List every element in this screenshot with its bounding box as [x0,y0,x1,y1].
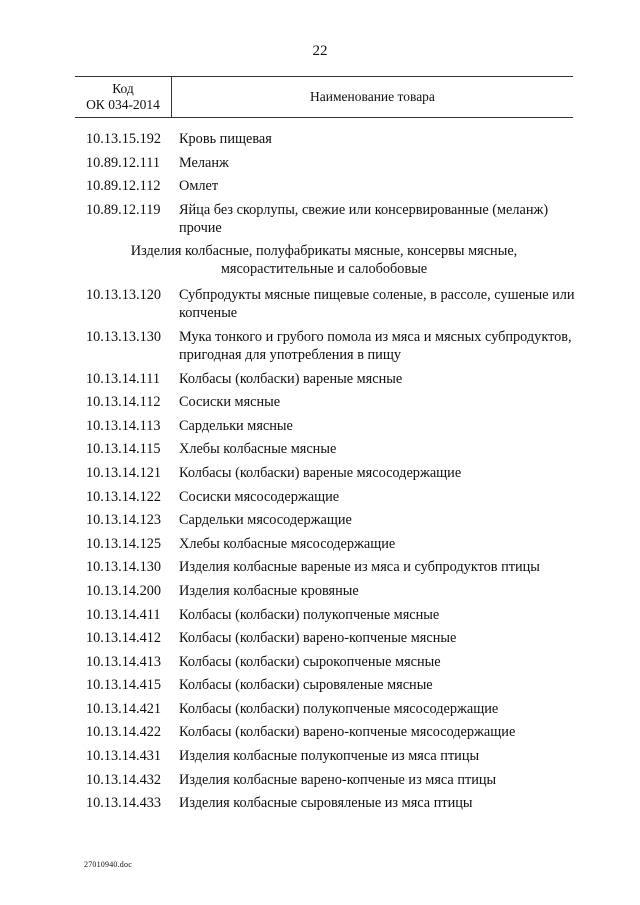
row-name: Хлебы колбасные мясосодержащие [179,535,396,552]
row-name: Сардельки мясные [179,417,293,434]
header-name-column: Наименование товара [310,89,435,104]
row-name: Яйца без скорлупы, свежие или консервированные (меланж) прочие [179,201,549,236]
row-name: Меланж [179,154,229,171]
table-body [0,130,640,818]
table-row [0,629,640,647]
table-row [0,582,640,600]
table-row [0,464,640,482]
rows-group-top [0,130,640,237]
rows-group-bottom [0,286,640,812]
row-name: Колбасы (колбаски) сырокопченые мясные [179,653,441,670]
table-row [0,393,640,411]
table-row [0,201,640,237]
row-code: 10.13.14.421 [86,700,162,717]
row-name: Кровь пищевая [179,131,272,147]
row-name: Сардельки мясосодержащие [179,512,352,529]
header-code-column [75,77,172,117]
row-name: Колбасы (колбаски) полукопченые мясные [179,606,440,623]
table-row [0,286,640,322]
row-name: Изделия колбасные кровяные [179,582,359,599]
table-row [0,535,640,553]
row-name: Колбасы (колбаски) вареные мясные [179,370,403,387]
page-number: 22 [312,43,328,59]
row-code: 10.13.14.122 [86,488,162,505]
row-name: Изделия колбасные вареные из мяса и субпродуктов птицы [179,559,540,576]
table-row [0,653,640,671]
row-name: Изделия колбасные полукопченые из мяса птицы [179,748,480,765]
table-row [0,370,640,388]
table-row [0,771,640,789]
row-name: Колбасы (колбаски) полукопченые мясосодержащие [179,700,499,717]
row-code: 10.13.14.121 [86,464,162,481]
table-row [0,747,640,765]
row-code: 10.13.14.412 [86,630,162,647]
row-name: Колбасы (колбаски) сыровяленые мясные [179,677,433,694]
row-name: Изделия колбасные сыровяленые из мяса птицы [179,795,473,812]
table-row [0,700,640,718]
row-code: 10.13.14.115 [86,441,161,458]
row-code: 10.89.12.111 [86,154,160,171]
row-code: 10.13.14.415 [86,677,162,694]
row-code: 10.13.15.192 [86,131,162,147]
footer-filename: 27010940.doc [84,860,132,869]
row-code: 10.13.14.432 [86,771,162,788]
table-row [0,676,640,694]
table-row [0,417,640,435]
table-row [0,558,640,576]
row-code: 10.13.14.433 [86,795,162,812]
table-row [0,723,640,741]
row-name: Сосиски мясные [179,394,281,411]
row-name: Колбасы (колбаски) вареные мясосодержащие [179,464,462,481]
table-row [0,154,640,172]
table-row [0,177,640,195]
row-name: Субпродукты мясные пищевые соленые, в рассоле, сушеные или копченые [179,287,575,322]
table-header [75,76,573,118]
header-code-standard: ОК 034-2014 [86,97,160,112]
row-name: Колбасы (колбаски) варено-копченые мясные [179,630,457,647]
table-row [0,488,640,506]
row-name: Хлебы колбасные мясные [179,441,337,458]
row-code: 10.13.14.125 [86,535,162,552]
row-code: 10.89.12.112 [86,178,161,195]
section-heading: Изделия колбасные, полуфабрикаты мясные, консервы мясные, мясорастительные и салобобовые [130,243,518,278]
row-code: 10.13.14.411 [86,606,161,623]
row-name: Сосиски мясосодержащие [179,488,340,505]
row-code: 10.13.14.200 [86,582,162,599]
table-row [0,440,640,458]
table-row [0,130,640,148]
row-code: 10.89.12.119 [86,201,161,218]
row-name: Мука тонкого и грубого помола из мяса и мясных субпродуктов, пригодная для употребления в пищу [179,328,572,363]
row-code: 10.13.14.422 [86,724,162,741]
row-code: 10.13.14.112 [86,394,161,411]
header-code-label: Код [112,81,134,96]
row-code: 10.13.14.123 [86,512,162,529]
row-code: 10.13.13.130 [86,328,162,345]
table-row [0,606,640,624]
row-name: Изделия колбасные варено-копченые из мяса птицы [179,771,497,788]
row-code: 10.13.14.111 [86,370,160,387]
table-row [0,794,640,812]
row-code: 10.13.14.113 [86,417,161,434]
row-code: 10.13.13.120 [86,287,162,304]
row-code: 10.13.14.130 [86,559,162,576]
table-row [0,328,640,364]
row-name: Омлет [179,178,219,195]
row-name: Колбасы (колбаски) варено-копченые мясосодержащие [179,724,516,741]
row-code: 10.13.14.413 [86,653,162,670]
row-code: 10.13.14.431 [86,748,162,765]
table-row [0,511,640,529]
